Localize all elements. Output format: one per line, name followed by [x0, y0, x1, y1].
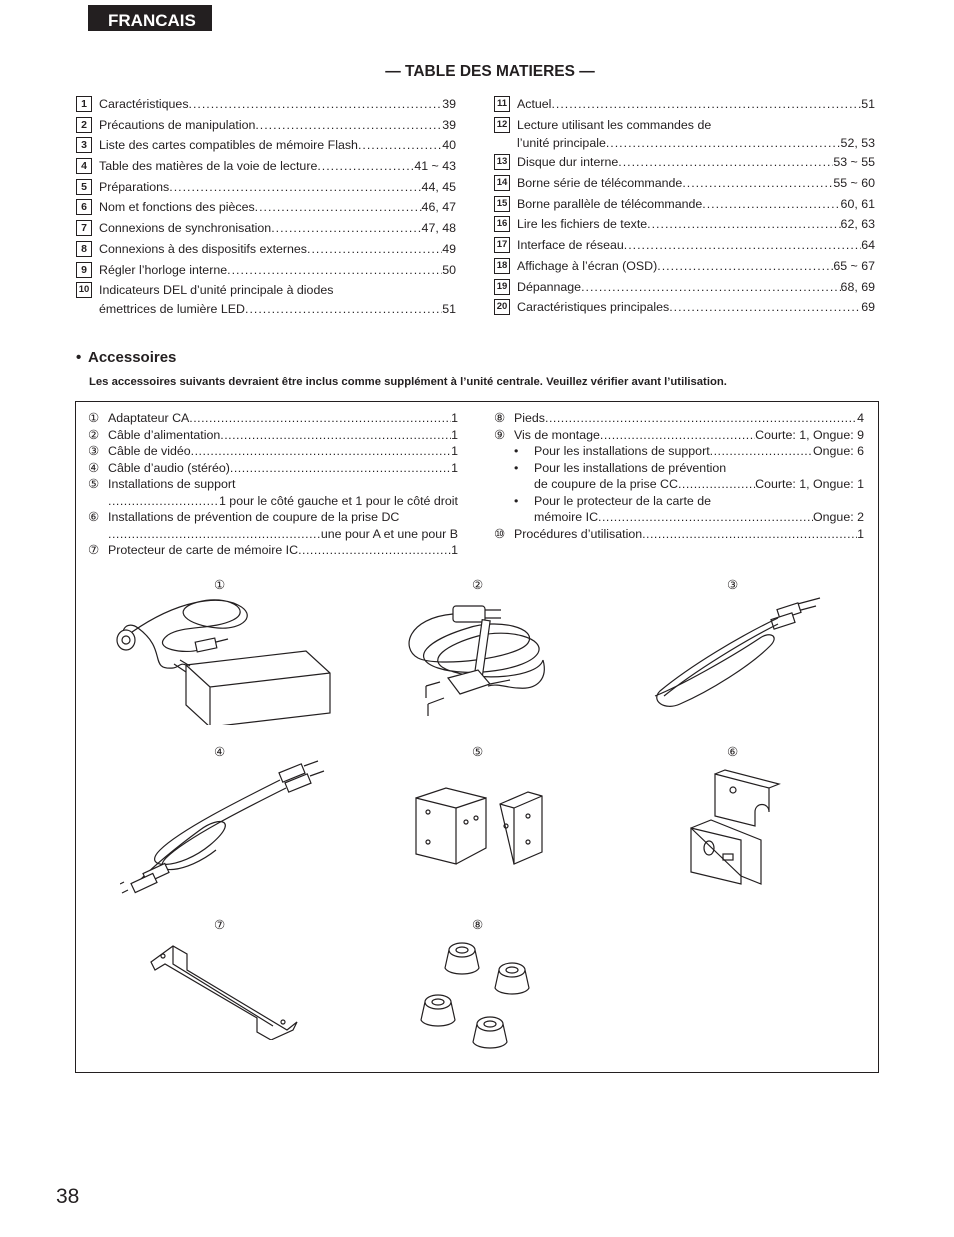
accessory-quantity: 1	[451, 543, 458, 557]
toc-entry-label: Connexions à des dispositifs externes	[99, 241, 308, 256]
toc-entry-label: l’unité principale	[517, 136, 606, 151]
toc-entry-line	[99, 239, 456, 260]
toc-entry-line	[517, 214, 875, 235]
accessory-number: ①	[88, 411, 100, 425]
dot-leader	[191, 443, 451, 460]
ac-adapter-illustration	[108, 590, 340, 725]
toc-entry-page: 44, 45	[421, 179, 456, 194]
accessories-note: Les accessoires suivants devraient être inclus comme supplément à l’unité centrale. Veuillez vérifier avant l’utilisation.	[89, 376, 727, 388]
accessory-label: Pour les installations de prévention	[534, 460, 727, 475]
toc-entry-number: 14	[494, 175, 510, 191]
accessory-number: ②	[88, 427, 100, 442]
toc-entry-line	[99, 218, 456, 239]
toc-entry-page: 55 ~ 60	[833, 176, 875, 191]
accessories-heading	[76, 349, 176, 366]
toc-entry-number: 20	[494, 299, 510, 315]
toc-entry-number: 10	[76, 282, 92, 298]
figure-label-5: ⑤	[472, 745, 484, 759]
toc-entry	[76, 135, 456, 156]
toc-entry-line	[517, 277, 875, 298]
accessory-row	[494, 410, 864, 427]
accessory-label: Pour les installations de support	[534, 444, 710, 458]
dot-leader	[545, 410, 857, 427]
toc-entry-page: 69	[861, 300, 875, 315]
dot-leader	[678, 476, 755, 493]
toc-entry	[494, 277, 875, 298]
accessory-quantity: une pour A et une pour B	[320, 526, 458, 541]
toc-entry-page: 62, 63	[840, 217, 875, 232]
figure-label-3: ③	[727, 578, 739, 592]
toc-entry-number: 3	[76, 137, 92, 153]
bullet: •	[514, 444, 519, 458]
toc-entry-page: 53 ~ 55	[833, 155, 875, 170]
toc-entry-number: 6	[76, 199, 92, 215]
accessory-row	[494, 427, 864, 444]
accessory-label: Câble d’audio (stéréo)	[108, 460, 230, 475]
toc-entry-line	[99, 280, 456, 301]
toc-entry	[76, 177, 456, 198]
accessory-label: Procédures d’utilisation	[514, 526, 643, 541]
dot-leader	[647, 214, 840, 235]
toc-entry-page: 39	[442, 97, 456, 111]
figure-label-2: ②	[472, 578, 484, 592]
toc-entry-label: Régler l’horloge interne	[99, 262, 228, 277]
dot-leader	[581, 277, 840, 298]
dot-leader	[307, 239, 442, 260]
toc-entry	[76, 280, 456, 318]
accessory-label: Câble de vidéo	[108, 444, 191, 458]
accessory-number: ⑤	[88, 477, 100, 491]
toc-entry-line	[517, 235, 875, 256]
bullet: •	[514, 493, 519, 508]
dot-leader	[358, 135, 442, 156]
dot-leader	[108, 526, 321, 543]
toc-entry-page: 50	[442, 262, 456, 277]
dot-leader	[169, 177, 421, 198]
toc-entry-label: émettrices de lumière LED	[99, 301, 245, 316]
dot-leader	[271, 218, 421, 239]
toc-entry-page: 40	[442, 138, 456, 153]
toc-entry	[76, 239, 456, 260]
toc-entry	[494, 94, 875, 115]
toc-title: — TABLE DES MATIERES —	[385, 63, 595, 80]
toc-entry	[494, 115, 875, 153]
toc-entry-line	[99, 135, 456, 156]
mounting-brackets-illustration	[410, 780, 550, 870]
accessory-row	[494, 443, 864, 460]
toc-entry-label: Lecture utilisant les commandes de	[517, 117, 712, 132]
dot-leader	[108, 493, 219, 510]
toc-entry-line	[99, 301, 456, 318]
toc-entry-page: 60, 61	[840, 196, 875, 211]
dot-leader	[606, 135, 841, 152]
toc-entry-label: Actuel	[517, 97, 552, 111]
accessory-number: ③	[88, 444, 100, 458]
dot-leader	[669, 297, 861, 318]
toc-entry-label: Dépannage	[517, 279, 582, 294]
dot-leader	[298, 542, 451, 559]
toc-entry-number: 15	[494, 196, 510, 212]
dot-leader	[642, 526, 857, 543]
accessories-heading-text: Accessoires	[88, 349, 177, 366]
toc-entry-number: 8	[76, 241, 92, 257]
accessory-row	[88, 443, 458, 460]
toc-entry-line	[517, 256, 875, 277]
toc-entry	[494, 173, 875, 194]
toc-entry-label: Nom et fonctions des pièces	[99, 200, 255, 215]
toc-entry-label: Connexions de synchronisation	[99, 221, 272, 236]
dot-leader	[245, 301, 442, 318]
toc-entry-label: Borne série de télécommande	[517, 176, 683, 191]
toc-entry-page: 41 ~ 43	[414, 159, 456, 174]
accessory-label: Câble d’alimentation	[108, 427, 221, 442]
language-tab: FRANCAIS	[88, 5, 212, 31]
toc-entry-line	[517, 152, 875, 173]
toc-entry	[494, 297, 875, 318]
toc-entry-number: 18	[494, 258, 510, 274]
accessories-right-list	[494, 410, 864, 542]
accessory-number: ⑧	[494, 411, 506, 425]
toc-entry-number: 1	[76, 96, 92, 112]
toc-entry-page: 65 ~ 67	[833, 258, 875, 273]
toc-entry-line	[99, 197, 456, 218]
dot-leader	[624, 235, 861, 256]
toc-entry-page: 51	[442, 301, 456, 316]
accessory-quantity: 1 pour le côté gauche et 1 pour le côté droit	[218, 493, 458, 508]
accessory-label: Protecteur de carte de mémoire IC	[108, 543, 299, 557]
toc-entry-number: 9	[76, 262, 92, 278]
toc-entry	[494, 152, 875, 173]
accessory-row	[88, 493, 458, 510]
toc-entry-label: Préparations	[99, 179, 170, 194]
toc-entry-label: Borne parallèle de télécommande	[517, 196, 703, 211]
toc-entry-number: 13	[494, 154, 510, 170]
accessory-row	[494, 493, 864, 510]
accessory-row	[88, 460, 458, 477]
accessory-quantity: Ongue: 2	[813, 510, 864, 524]
dot-leader	[598, 509, 813, 526]
accessory-quantity: Courte: 1, Ongue: 9	[755, 427, 864, 442]
accessory-number: ⑥	[88, 510, 100, 524]
accessory-quantity: Ongue: 6	[813, 444, 864, 458]
dot-leader	[255, 115, 442, 136]
figure-label-8: ⑧	[472, 918, 484, 932]
toc-entry-line	[99, 115, 456, 136]
toc-entry-label: Liste des cartes compatibles de mémoire Flash	[99, 138, 358, 153]
toc-entry-line	[517, 135, 875, 152]
toc-entry-page: 68, 69	[840, 279, 875, 294]
accessory-number: ⑩	[494, 526, 506, 541]
accessory-row	[494, 509, 864, 526]
page-number: 38	[56, 1185, 80, 1208]
toc-entry-label: Lire les fichiers de texte	[517, 217, 648, 232]
dot-leader	[227, 260, 442, 281]
figure-label-7: ⑦	[214, 918, 226, 932]
toc-entry	[494, 235, 875, 256]
accessory-label: Pour le protecteur de la carte de	[534, 493, 712, 508]
toc-entry-line	[99, 260, 456, 281]
figure-label-6: ⑥	[727, 745, 739, 759]
toc-entry-number: 16	[494, 216, 510, 232]
accessory-label: Installations de prévention de coupure de la prise DC	[108, 510, 400, 524]
toc-entry-page: 47, 48	[421, 221, 456, 236]
toc-entry-line	[517, 173, 875, 194]
toc-right-column	[494, 94, 875, 318]
accessory-row	[88, 476, 458, 493]
toc-entry	[76, 197, 456, 218]
accessory-quantity: 1	[451, 411, 458, 425]
accessory-number: ④	[88, 460, 100, 475]
bullet: •	[76, 349, 82, 366]
toc-entry-line	[517, 115, 875, 136]
accessory-label: Installations de support	[108, 477, 236, 491]
toc-entry-label: Disque dur interne	[517, 155, 619, 170]
bullet: •	[514, 460, 519, 475]
toc-entry-number: 4	[76, 158, 92, 174]
toc-entry	[494, 194, 875, 215]
toc-entry-label: Caractéristiques	[99, 97, 189, 111]
toc-entry-number: 2	[76, 117, 92, 133]
toc-entry-label: Précautions de manipulation	[99, 117, 256, 132]
toc-entry-number: 5	[76, 179, 92, 195]
toc-entry-number: 19	[494, 279, 510, 295]
accessory-row	[88, 526, 458, 543]
accessory-quantity: 1	[451, 460, 458, 475]
toc-entry-label: Interface de réseau	[517, 238, 624, 253]
dot-leader	[600, 427, 755, 444]
toc-entry-line	[99, 156, 456, 177]
power-cord-illustration	[398, 598, 568, 723]
accessory-row	[494, 526, 864, 543]
ic-card-protector-illustration	[145, 940, 300, 1040]
toc-entry-number: 7	[76, 220, 92, 236]
accessory-quantity: 1	[451, 427, 458, 442]
accessory-label: Vis de montage	[514, 427, 600, 442]
dc-prevention-brackets-illustration	[685, 768, 785, 888]
toc-entry	[494, 256, 875, 277]
accessory-label: Adaptateur CA	[108, 411, 190, 425]
dot-leader	[230, 460, 451, 477]
accessory-number: ⑨	[494, 427, 506, 442]
toc-entry-number: 12	[494, 117, 510, 133]
accessory-quantity: Courte: 1, Ongue: 1	[755, 477, 864, 491]
dot-leader	[682, 173, 833, 194]
accessory-number: ⑦	[88, 543, 100, 557]
accessory-label: mémoire IC	[534, 510, 599, 524]
figure-label-4: ④	[214, 745, 226, 759]
toc-entry-line	[517, 297, 875, 318]
toc-entry-page: 39	[442, 117, 456, 132]
toc-entry-label: Table des matières de la voie de lecture	[99, 159, 318, 174]
dot-leader	[255, 197, 422, 218]
toc-entry-line	[99, 177, 456, 198]
toc-entry-page: 64	[861, 238, 875, 253]
dot-leader	[220, 427, 451, 444]
toc-entry-line	[517, 94, 875, 115]
toc-entry-page: 51	[861, 97, 875, 111]
dot-leader	[702, 194, 840, 215]
accessory-row	[88, 542, 458, 559]
dot-leader	[657, 256, 833, 277]
figure-label-1: ①	[214, 578, 226, 592]
toc-entry	[76, 115, 456, 136]
accessory-row	[88, 410, 458, 427]
dot-leader	[618, 152, 833, 173]
toc-entry-number: 11	[494, 96, 510, 112]
toc-entry-label: Caractéristiques principales	[517, 300, 670, 315]
dot-leader	[710, 443, 813, 460]
accessory-label: Pieds	[514, 411, 545, 425]
accessory-row	[88, 427, 458, 444]
video-cable-illustration	[640, 596, 830, 716]
dot-leader	[317, 156, 414, 177]
toc-entry	[76, 94, 456, 115]
dot-leader	[551, 94, 861, 115]
toc-entry-page: 46, 47	[421, 200, 456, 215]
toc-entry-label: Indicateurs DEL d’unité principale à diodes	[99, 283, 334, 298]
toc-entry-line	[99, 94, 456, 115]
accessory-label: de coupure de la prise CC	[534, 477, 678, 491]
toc-entry	[76, 260, 456, 281]
accessory-quantity: 4	[857, 411, 864, 425]
toc-entry-page: 49	[442, 241, 456, 256]
accessory-quantity: 1	[451, 444, 458, 458]
accessory-quantity: 1	[857, 526, 864, 541]
toc-entry-page: 52, 53	[840, 136, 875, 151]
toc-entry	[76, 218, 456, 239]
accessory-row	[494, 460, 864, 477]
dot-leader	[189, 410, 451, 427]
toc-entry	[76, 156, 456, 177]
dot-leader	[189, 94, 443, 115]
accessory-row	[88, 509, 458, 526]
audio-cable-illustration	[120, 760, 330, 900]
accessories-left-list	[88, 410, 458, 559]
toc-entry	[494, 214, 875, 235]
accessory-row	[494, 476, 864, 493]
feet-illustration	[415, 932, 535, 1052]
toc-entry-number: 17	[494, 237, 510, 253]
toc-entry-line	[517, 194, 875, 215]
toc-entry-label: Affichage à l’écran (OSD)	[517, 258, 658, 273]
toc-left-column	[76, 94, 456, 318]
